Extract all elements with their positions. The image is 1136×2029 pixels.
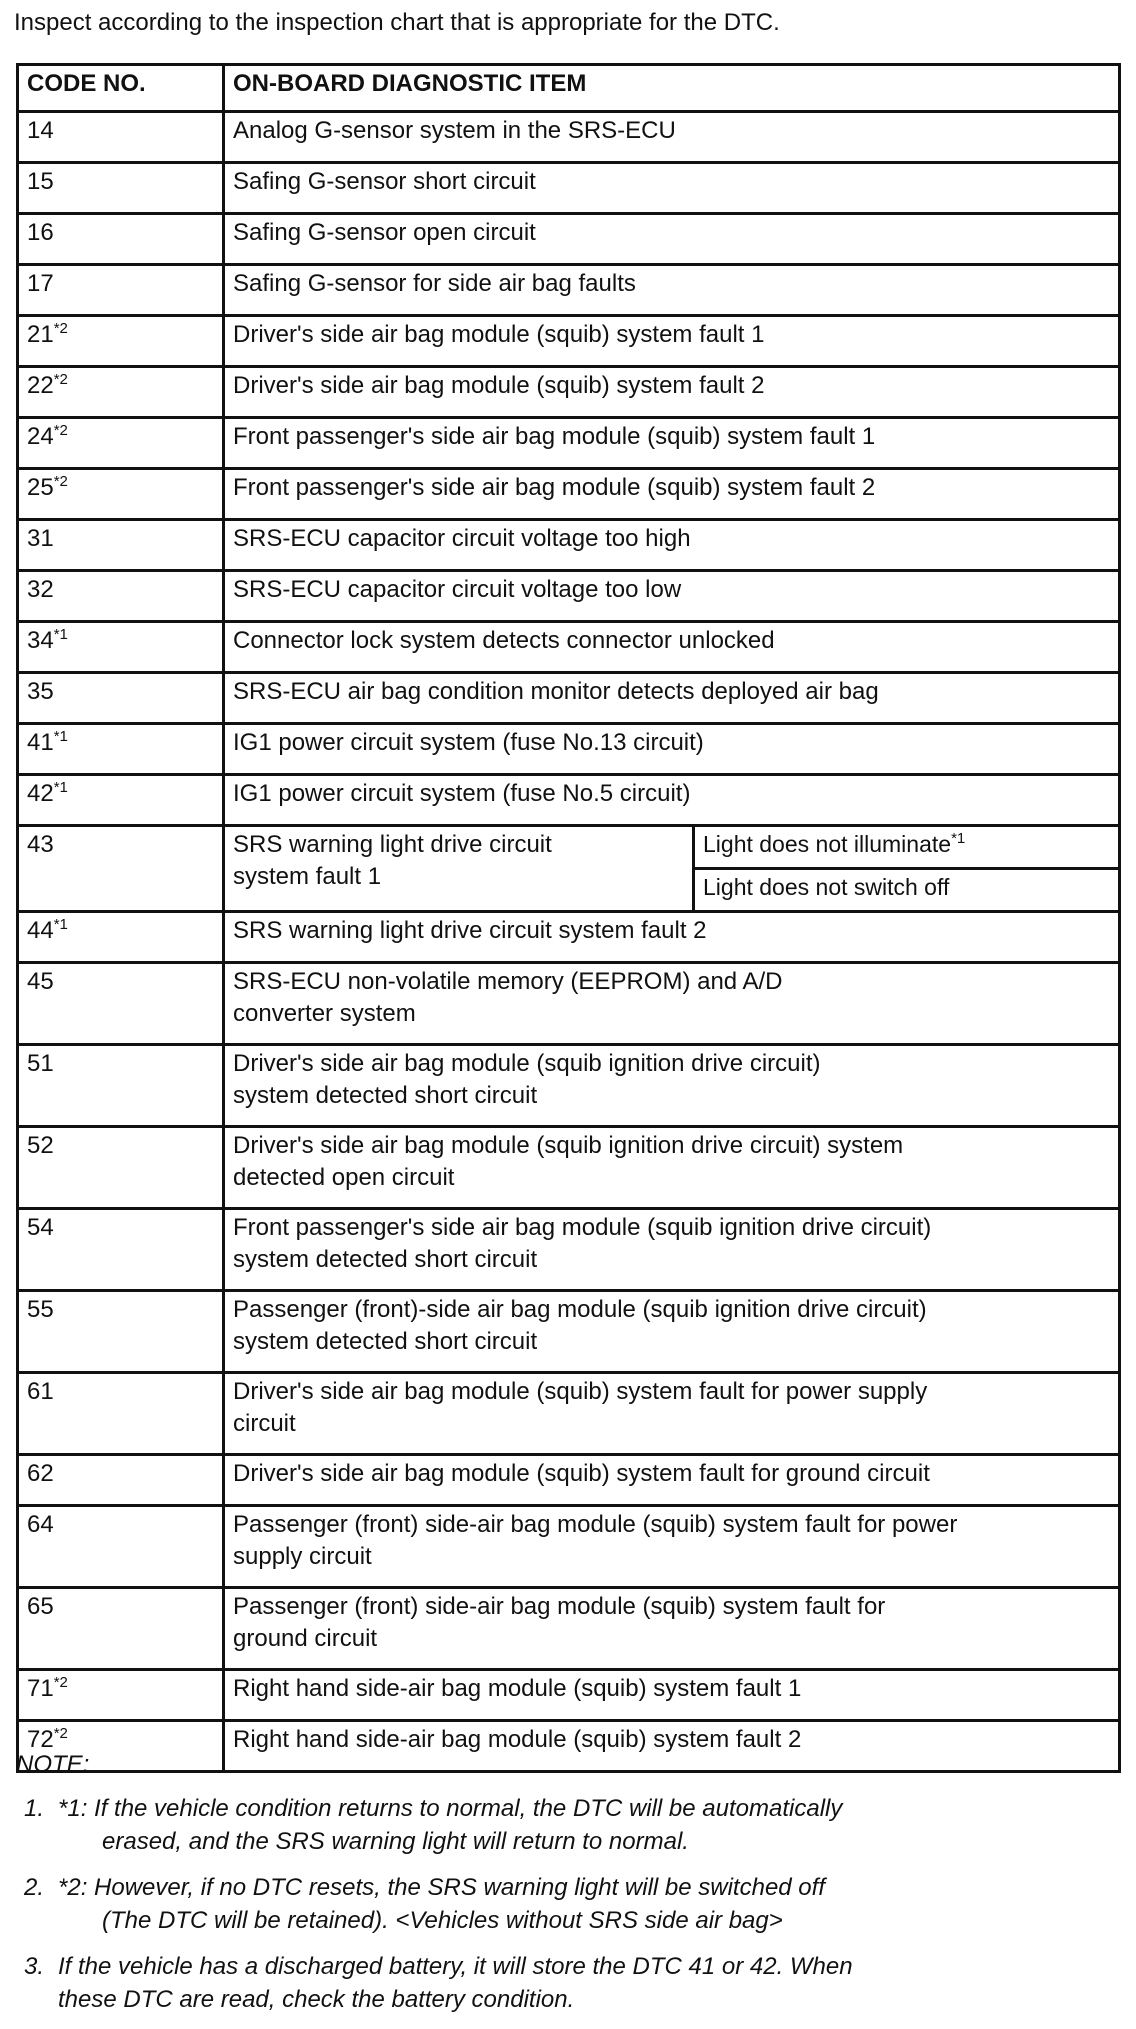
code-cell <box>18 163 224 214</box>
table-row <box>18 1209 1120 1291</box>
table-row <box>18 1721 1120 1772</box>
code-text: 15 <box>27 168 54 195</box>
item-cell: Connector lock system detects connector unlocked <box>224 622 1120 673</box>
code-text: 14 <box>27 117 54 144</box>
code-cell <box>18 418 224 469</box>
item-line: Driver's side air bag module (squib) system fault for power supply <box>233 1378 928 1405</box>
footnote-marker: *1 <box>53 626 68 643</box>
code-cell: 64 <box>18 1506 224 1588</box>
table-row <box>18 316 1120 367</box>
item-cell: SRS-ECU capacitor circuit voltage too high <box>224 520 1120 571</box>
code-text: 44 <box>27 917 54 944</box>
item-cell: Safing G-sensor short circuit <box>224 163 1120 214</box>
item-cell: Driver's side air bag module (squib) system fault for ground circuit <box>224 1455 1120 1506</box>
item-cell <box>224 826 694 912</box>
table-row <box>18 673 1120 724</box>
sub-condition-text: Light does not illuminate <box>703 831 952 857</box>
table-row <box>18 1291 1120 1373</box>
item-cell: Front passenger's side air bag module (squib) system fault 1 <box>224 418 1120 469</box>
note-item <box>24 1792 1124 1858</box>
footnote-marker: *2 <box>53 371 68 388</box>
code-cell <box>18 775 224 826</box>
item-line: ground circuit <box>233 1625 378 1652</box>
code-cell <box>18 1670 224 1721</box>
item-cell <box>224 1127 1120 1209</box>
item-cell: SRS-ECU capacitor circuit voltage too low <box>224 571 1120 622</box>
item-cell <box>224 1373 1120 1455</box>
item-cell: Safing G-sensor open circuit <box>224 214 1120 265</box>
code-text: 72 <box>27 1726 54 1753</box>
code-cell <box>18 214 224 265</box>
item-line: Front passenger's side air bag module (squib ignition drive circuit) <box>233 1214 932 1241</box>
item-cell <box>224 1588 1120 1670</box>
item-cell <box>224 963 1120 1045</box>
code-cell: 52 <box>18 1127 224 1209</box>
table-header-row <box>18 65 1120 112</box>
table-row <box>18 1045 1120 1127</box>
footnote-marker: *1 <box>951 830 966 847</box>
code-text: 16 <box>27 219 54 246</box>
table-row <box>18 367 1120 418</box>
code-cell: 43 <box>18 826 224 912</box>
dtc-rows-tall <box>18 963 1120 1455</box>
table-row <box>18 214 1120 265</box>
table-row <box>18 112 1120 163</box>
code-cell <box>18 571 224 622</box>
item-line: system detected short circuit <box>233 1328 538 1355</box>
sub-condition-cell <box>694 826 1120 869</box>
code-cell <box>18 912 224 963</box>
sub-condition-cell: Light does not switch off <box>694 869 1120 912</box>
item-cell <box>224 1045 1120 1127</box>
code-text: 71 <box>27 1675 54 1702</box>
notes-list <box>24 1792 1124 2029</box>
code-cell <box>18 724 224 775</box>
item-line: Passenger (front) side-air bag module (squib) system fault for <box>233 1593 886 1620</box>
note-line: erased, and the SRS warning light will return to normal. <box>102 1828 689 1855</box>
code-text: 24 <box>27 423 54 450</box>
item-line: Passenger (front)-side air bag module (squib ignition drive circuit) <box>233 1296 927 1323</box>
table-row <box>18 163 1120 214</box>
note-title: NOTE: <box>16 1751 90 1778</box>
footnote-marker: *2 <box>53 473 68 490</box>
table-row <box>18 1373 1120 1455</box>
footnote-marker: *2 <box>53 1725 68 1742</box>
table-row <box>18 571 1120 622</box>
intro-text: Inspect according to the inspection chart that is appropriate for the DTC. <box>14 9 780 36</box>
code-cell <box>18 622 224 673</box>
code-cell: 45 <box>18 963 224 1045</box>
item-cell: SRS-ECU air bag condition monitor detects deployed air bag <box>224 673 1120 724</box>
item-line: detected open circuit <box>233 1164 455 1191</box>
header-diagnostic-item: ON-BOARD DIAGNOSTIC ITEM <box>224 65 1120 112</box>
code-cell <box>18 469 224 520</box>
dtc-rows-end <box>18 1670 1120 1772</box>
code-text: 35 <box>27 678 54 705</box>
item-cell: IG1 power circuit system (fuse No.5 circuit) <box>224 775 1120 826</box>
note-line: *2: However, if no DTC resets, the SRS warning light will be switched off <box>58 1874 825 1901</box>
code-text: 34 <box>27 627 54 654</box>
footnote-marker: *1 <box>53 779 68 796</box>
table-row <box>18 1588 1120 1670</box>
footnote-marker: *2 <box>53 1674 68 1691</box>
code-text: 32 <box>27 576 54 603</box>
item-cell <box>224 1209 1120 1291</box>
code-cell: 62 <box>18 1455 224 1506</box>
item-cell: Driver's side air bag module (squib) system fault 1 <box>224 316 1120 367</box>
table-row <box>18 912 1120 963</box>
note-line: these DTC are read, check the battery condition. <box>58 1986 575 2013</box>
table-row <box>18 520 1120 571</box>
code-cell: 55 <box>18 1291 224 1373</box>
item-line: Driver's side air bag module (squib ignition drive circuit) <box>233 1050 821 1077</box>
dtc-rows-tall-2 <box>18 1506 1120 1670</box>
code-cell <box>18 112 224 163</box>
code-text: 31 <box>27 525 54 552</box>
table-row <box>18 418 1120 469</box>
item-cell <box>224 1291 1120 1373</box>
note-line: If the vehicle has a discharged battery, it will store the DTC 41 or 42. When <box>58 1953 853 1980</box>
note-number: 2. <box>24 1874 45 1901</box>
item-line: circuit <box>233 1410 296 1437</box>
table-row <box>18 469 1120 520</box>
footnote-marker: *2 <box>53 320 68 337</box>
note-number: 3. <box>24 1953 45 1980</box>
item-cell: Driver's side air bag module (squib) system fault 2 <box>224 367 1120 418</box>
table-row <box>18 1670 1120 1721</box>
dtc-row-62-group <box>18 1455 1120 1506</box>
note-item <box>24 1950 1124 2016</box>
code-text: 41 <box>27 729 54 756</box>
table-row <box>18 963 1120 1045</box>
item-cell: Front passenger's side air bag module (squib) system fault 2 <box>224 469 1120 520</box>
note-item <box>24 1871 1124 1937</box>
table-row <box>18 775 1120 826</box>
item-cell: Right hand side-air bag module (squib) system fault 1 <box>224 1670 1120 1721</box>
item-line: system fault 1 <box>233 863 382 890</box>
item-line: system detected short circuit <box>233 1082 538 1109</box>
code-text: 22 <box>27 372 54 399</box>
item-cell: Safing G-sensor for side air bag faults <box>224 265 1120 316</box>
item-cell <box>224 1506 1120 1588</box>
note-line: *1: If the vehicle condition returns to normal, the DTC will be automatically <box>58 1795 843 1822</box>
item-cell: Right hand side-air bag module (squib) system fault 2 <box>224 1721 1120 1772</box>
code-cell: 61 <box>18 1373 224 1455</box>
code-cell <box>18 520 224 571</box>
table-row <box>18 1127 1120 1209</box>
code-cell: 65 <box>18 1588 224 1670</box>
item-cell: Analog G-sensor system in the SRS-ECU <box>224 112 1120 163</box>
note-line: (The DTC will be retained). <Vehicles without SRS side air bag> <box>102 1907 783 1934</box>
item-cell: SRS warning light drive circuit system fault 2 <box>224 912 1120 963</box>
code-cell <box>18 673 224 724</box>
dtc-rows-top <box>18 112 1120 826</box>
item-cell: IG1 power circuit system (fuse No.13 circuit) <box>224 724 1120 775</box>
table-row <box>18 265 1120 316</box>
item-line: converter system <box>233 1000 416 1027</box>
table-row <box>18 622 1120 673</box>
code-cell <box>18 316 224 367</box>
code-cell: 51 <box>18 1045 224 1127</box>
item-line: Passenger (front) side-air bag module (squib) system fault for power <box>233 1511 958 1538</box>
dtc-table <box>16 63 1121 1773</box>
footnote-marker: *2 <box>53 422 68 439</box>
item-line: SRS-ECU non-volatile memory (EEPROM) and A/D <box>233 968 783 995</box>
note-number: 1. <box>24 1795 45 1822</box>
code-text: 25 <box>27 474 54 501</box>
code-text: 21 <box>27 321 54 348</box>
item-line: supply circuit <box>233 1543 372 1570</box>
code-cell <box>18 265 224 316</box>
item-line: SRS warning light drive circuit <box>233 831 552 858</box>
header-code-no: CODE NO. <box>18 65 224 112</box>
dtc-row-43-group <box>18 826 1120 963</box>
footnote-marker: *1 <box>53 728 68 745</box>
table-row <box>18 724 1120 775</box>
item-line: system detected short circuit <box>233 1246 538 1273</box>
code-cell: 54 <box>18 1209 224 1291</box>
code-text: 42 <box>27 780 54 807</box>
code-cell <box>18 367 224 418</box>
table-row <box>18 1506 1120 1588</box>
item-line: Driver's side air bag module (squib ignition drive circuit) system <box>233 1132 904 1159</box>
table-row <box>18 1455 1120 1506</box>
table-row <box>18 826 1120 869</box>
footnote-marker: *1 <box>53 916 68 933</box>
code-text: 17 <box>27 270 54 297</box>
